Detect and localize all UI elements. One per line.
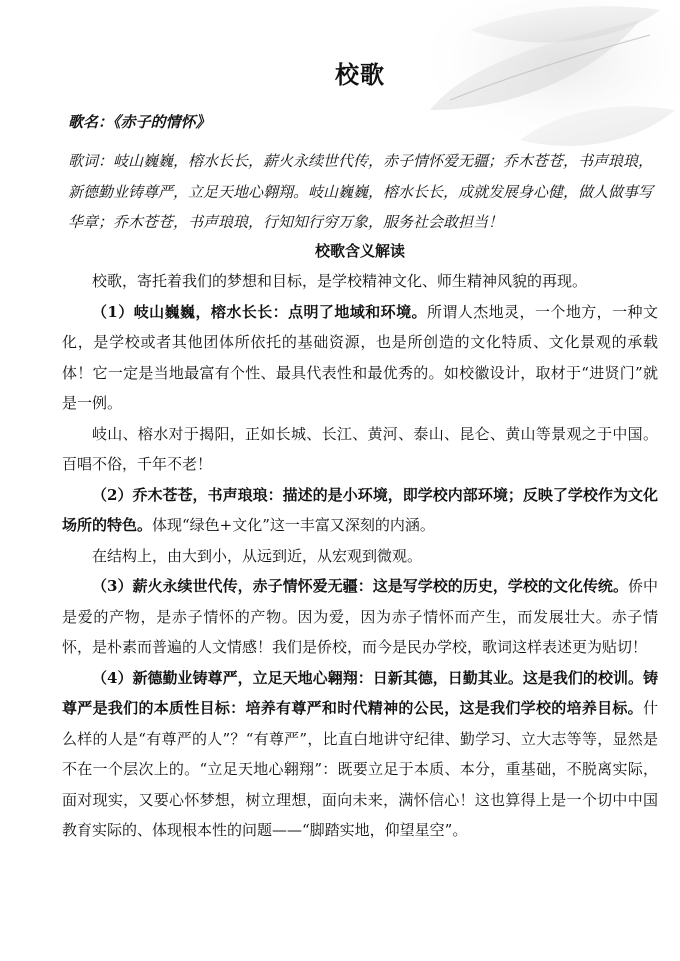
paragraph-1-heading: （1）岐山巍巍，榕水长长：点明了地域和环境。	[92, 302, 427, 321]
intro-paragraph	[62, 266, 658, 297]
paragraph-4-text: 什么样的人是“有尊严的人”？“有尊严”，比直白地讲守纪律、勤学习、立大志等等，显然是不在一个层次上的。“立足天地心翱翔”：既要立足于本质、本分，重基础，不脱离实际，面对现实，又要心怀梦想，树立理想，面向未来，满怀信心！这也算得上是一个切中中国教育实际的、体现根本性的问题——“脚踏实地，仰望星空”。	[62, 699, 658, 839]
paragraph-4	[62, 663, 658, 846]
page-title: 校歌	[335, 60, 385, 89]
song-name: 歌名：《赤子的情怀》	[68, 113, 211, 131]
paragraph-3-heading: （3）薪火永续世代传，赤子情怀爱无疆：这是写学校的历史，学校的文化传统。	[92, 577, 628, 595]
paragraph-2	[62, 480, 658, 541]
intro-text: 校歌，寄托着我们的梦想和目标，是学校精神文化、师生精神风貌的再现。	[92, 272, 588, 290]
paragraph-3	[62, 571, 658, 663]
paragraph-2-heading: （2）乔木苍苍，书声琅琅：描述的是小环境，即学校内部环境；反映了学校作为文化场所的特色。	[62, 485, 658, 534]
section-subtitle: 校歌含义解读	[314, 242, 405, 260]
paragraph-1-text: 所谓人杰地灵，一个地方，一种文化，是学校或者其他团体所依托的基础资源，也是所创造的文化特质、文化景观的承载体！它一定是当地最富有个性、最具代表性和最优秀的。如校徽设计，取材于“进贤门”就是一例。	[62, 302, 658, 412]
interpretation-body	[62, 266, 658, 846]
paragraph-2-text: 体现“绿色+文化”这一丰富又深刻的内涵。	[152, 516, 435, 534]
paragraph-1	[62, 297, 658, 419]
paragraph-1b	[62, 419, 658, 480]
paragraph-2b-text: 在结构上，由大到小，从远到近，从宏观到微观。	[92, 546, 423, 565]
paragraph-4-heading: （4）新德勤业铸尊严，立足天地心翱翔：日新其德，日勤其业。这是我们的校训。铸尊严是我们的本质性目标：培养有尊严和时代精神的公民，这是我们学校的培养目标。	[62, 668, 658, 717]
lyrics-paragraph: 歌词：岐山巍巍，榕水长长，薪火永续世代传，赤子情怀爱无疆；乔木苍苍，书声琅琅，新德勤业铸尊严，立足天地心翱翔。岐山巍巍，榕水长长，成就发展身心健，做人做事写华章；乔木苍苍，书声琅琅，行知知行穷万象，服务社会敢担当！	[68, 152, 654, 231]
paragraph-2b	[62, 541, 658, 572]
paragraph-3-text: 侨中是爱的产物，是赤子情怀的产物。因为爱，因为赤子情怀而产生，而发展壮大。赤子情怀，是朴素而普遍的人文情感！我们是侨校，而今是民办学校，歌词这样表述更为贴切！	[62, 577, 658, 656]
paragraph-1b-text: 岐山、榕水对于揭阳，正如长城、长江、黄河、泰山、昆仑、黄山等景观之于中国。百唱不俗，千年不老！	[62, 424, 658, 473]
